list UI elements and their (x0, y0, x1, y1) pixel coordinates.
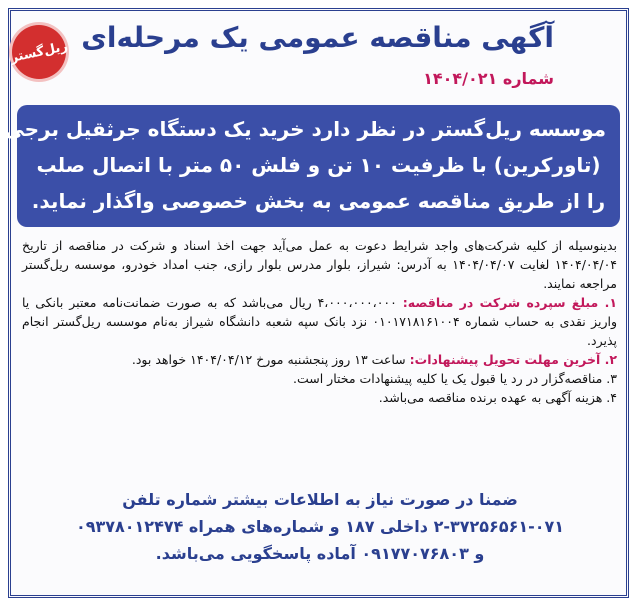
banner-line: (تاورکرین) با ظرفیت ۱۰ تن و فلش ۵۰ متر با اتصال صلب (36, 153, 601, 177)
condition-label: ۱. مبلغ سپرده شرکت در مناقصه: (402, 295, 617, 310)
contact-line: و ۰۹۱۷۷۰۷۶۸۰۳ آماده پاسخگویی می‌باشد. (155, 544, 485, 563)
condition-item-2 (22, 350, 617, 369)
condition-text: ساعت ۱۳ روز پنجشنبه مورخ ۱۴۰۴/۰۴/۱۲ خواهد بود. (131, 352, 410, 367)
ad-body (22, 236, 617, 407)
logo-text: ریل‌گستر (8, 38, 70, 66)
intro-paragraph: بدینوسیله از کلیه شرکت‌های واجد شرایط دعوت به عمل می‌آید جهت اخذ اسناد و شرکت در مناقصه از تاریخ ۱۴۰۴/۰۴/۰۴ لغایت ۱۴۰۴/۰۴/۰۷ به آدرس: شیراز، بلوار مدرس بلوار رازی، جنب امداد خودرو، موسسه ریل‌گستر مراجعه نمایند. (22, 238, 617, 291)
ad-number: شماره ۱۴۰۴/۰۲۱ (423, 69, 554, 88)
condition-item-4: ۴. هزینه آگهی به عهده برنده مناقصه می‌باشد. (378, 390, 617, 405)
contact-line: ۲-۳۷۲۵۶۵۶۱-۰۷۱ داخلی ۱۸۷ و شماره‌های همراه ۰۹۳۷۸۰۱۲۴۷۴ (75, 517, 565, 536)
condition-label: ۲. آخرین مهلت تحویل پیشنهادات: (409, 352, 617, 367)
condition-text: ۴،۰۰۰،۰۰۰،۰۰۰ ریال می‌باشد که به صورت ضمانت‌نامه معتبر بانکی یا واریز نقدی به حساب شماره ۰۱۰۱۷۱۸۱۶۱۰۰۴ نزد بانک سپه شعبه دانشگاه شیراز به‌نام موسسه ریل‌گستر انجام پذیرد. (22, 295, 617, 348)
subject-banner (4, 105, 620, 227)
publisher-logo (7, 20, 71, 84)
condition-item-3: ۳. مناقصه‌گزار در رد یا قبول یک یا کلیه پیشنهادات مختار است. (293, 371, 617, 386)
contact-line: ضمنا در صورت نیاز به اطلاعات بیشتر شماره تلفن (122, 490, 518, 509)
condition-item-1 (22, 293, 617, 350)
ad-title: آگهی مناقصه عمومی یک مرحله‌ای (81, 21, 554, 54)
banner-line: را از طریق مناقصه عمومی به بخش خصوصی واگذار نماید. (31, 189, 606, 213)
ad-header (8, 11, 626, 103)
banner-line: موسسه ریل‌گستر در نظر دارد خرید یک دستگاه جرثقیل برجی (4, 117, 606, 141)
contact-info (30, 486, 610, 567)
